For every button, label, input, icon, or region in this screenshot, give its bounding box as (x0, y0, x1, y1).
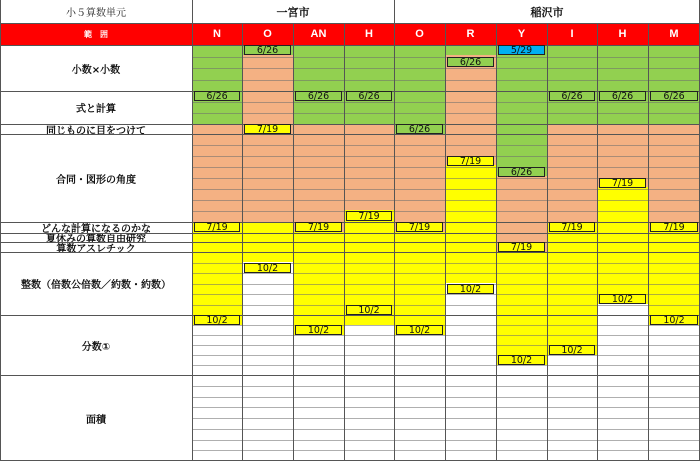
sub-row-line (192, 156, 700, 157)
sub-row-line (192, 345, 700, 346)
sub-row-line (192, 189, 700, 190)
sub-row-line (192, 397, 700, 398)
unit-label-7: 算数アスレチック (56, 243, 136, 255)
sub-row-line (192, 284, 700, 285)
column-border (192, 0, 193, 461)
sub-row-line (192, 418, 700, 419)
date-label: 10/2 (650, 315, 698, 325)
column-border (344, 23, 345, 461)
column-border (242, 23, 243, 461)
progress-fill (394, 134, 445, 232)
progress-fill (496, 55, 547, 176)
date-label: 7/19 (549, 222, 595, 232)
city-header-inazawa: 稲沢市 (530, 5, 564, 19)
unit-label-8: 整数（倍数公倍数／約数・約数） (21, 280, 171, 291)
sub-row-line (192, 429, 700, 430)
date-label: 10/2 (194, 315, 240, 325)
date-label: 7/19 (650, 222, 698, 232)
sub-row-line (192, 325, 700, 326)
unit-border (0, 134, 700, 135)
sub-row-line (192, 57, 700, 58)
sub-row-line (192, 355, 700, 356)
sub-row-line (192, 167, 700, 168)
date-label: 6/26 (295, 91, 342, 101)
progress-fill (192, 124, 242, 222)
sub-row-line (192, 68, 700, 69)
progress-fill (394, 45, 445, 134)
unit-label-5: どんな計算になるのかな (41, 224, 151, 235)
student-header-3: AN (310, 28, 327, 40)
unit-border (0, 124, 700, 125)
unit-border (0, 242, 700, 243)
sub-row-line (192, 145, 700, 146)
date-label: 7/19 (599, 178, 646, 188)
progress-fill (496, 252, 547, 365)
student-header-5: O (415, 28, 424, 40)
student-header-6: R (466, 28, 475, 40)
date-label: 6/26 (549, 91, 595, 101)
progress-fill (445, 45, 496, 55)
date-label: 10/2 (295, 325, 342, 335)
date-label: 10/2 (549, 345, 595, 355)
unit-border (0, 315, 700, 316)
date-label: 6/26 (396, 124, 443, 134)
progress-fill (445, 55, 496, 165)
column-border (496, 23, 497, 461)
grid-border (0, 23, 700, 24)
date-label: 6/26 (498, 167, 545, 177)
unit-border (0, 252, 700, 253)
sub-row-line (192, 335, 700, 336)
column-border (394, 0, 395, 461)
progress-fill (242, 124, 293, 222)
date-label: 6/26 (447, 57, 494, 67)
date-label: 7/19 (447, 156, 494, 166)
unit-label-3: 同じものに目をつけて (46, 125, 146, 137)
unit-label-9: 分数① (81, 341, 111, 353)
city-header-ichinomiya: 一宮市 (276, 5, 310, 19)
student-header-4: H (365, 28, 373, 40)
header-row (0, 23, 700, 45)
progress-fill (597, 187, 648, 304)
date-label: 10/2 (346, 305, 392, 315)
unit-label-4: 合同・図形の角度 (56, 174, 136, 186)
range-label: 範 囲 (84, 29, 108, 39)
date-label: 6/26 (194, 91, 240, 101)
column-border (597, 23, 598, 461)
unit-border (0, 233, 700, 234)
student-header-8: I (570, 28, 574, 40)
sub-row-line (192, 386, 700, 387)
date-label: 6/26 (346, 91, 392, 101)
unit-border (0, 375, 700, 376)
student-header-2: O (263, 28, 272, 40)
sub-row-line (192, 200, 700, 201)
sub-row-line (192, 407, 700, 408)
date-label: 6/26 (599, 91, 646, 101)
sheet-title: 小５算数単元 (66, 8, 126, 19)
unit-label-10: 面積 (86, 414, 106, 426)
unit-label-6: 夏休みの算数自由研究 (46, 234, 146, 245)
date-label: 5/29 (498, 45, 545, 55)
date-label: 7/19 (244, 124, 291, 134)
unit-border (0, 45, 700, 46)
date-label: 10/2 (396, 325, 443, 335)
date-label: 10/2 (599, 294, 646, 304)
date-label: 7/19 (498, 242, 545, 252)
date-label: 7/19 (346, 211, 392, 221)
sub-row-line (192, 211, 700, 212)
unit-border (0, 222, 700, 223)
date-label: 10/2 (447, 284, 494, 294)
progress-fill (496, 176, 547, 252)
sub-row-line (192, 440, 700, 441)
unit-label-2: 式と計算 (76, 104, 116, 115)
student-header-7: Y (517, 28, 526, 40)
date-label: 7/19 (396, 222, 443, 232)
column-border (293, 23, 294, 461)
progress-fill (445, 165, 496, 283)
column-border (547, 23, 548, 461)
student-header-10: M (669, 28, 679, 40)
column-border (648, 23, 649, 461)
date-label: 10/2 (498, 355, 545, 365)
sub-row-line (192, 450, 700, 451)
sub-row-line (192, 365, 700, 366)
progress-fill (547, 124, 597, 222)
date-label: 10/2 (244, 263, 291, 273)
date-label: 6/26 (244, 45, 291, 55)
student-header-9: H (618, 28, 627, 40)
column-border (445, 23, 446, 461)
date-label: 7/19 (194, 222, 240, 232)
date-label: 7/19 (295, 222, 342, 232)
progress-fill (648, 232, 700, 325)
sub-row-line (192, 80, 700, 81)
sub-row-line (192, 273, 700, 274)
sub-row-line (192, 305, 700, 306)
date-label: 6/26 (650, 91, 698, 101)
left-border (0, 0, 1, 461)
sub-row-line (192, 102, 700, 103)
student-header-1: N (213, 28, 221, 40)
unit-label-1: 小数×小数 (71, 64, 121, 76)
sub-row-line (192, 113, 700, 114)
